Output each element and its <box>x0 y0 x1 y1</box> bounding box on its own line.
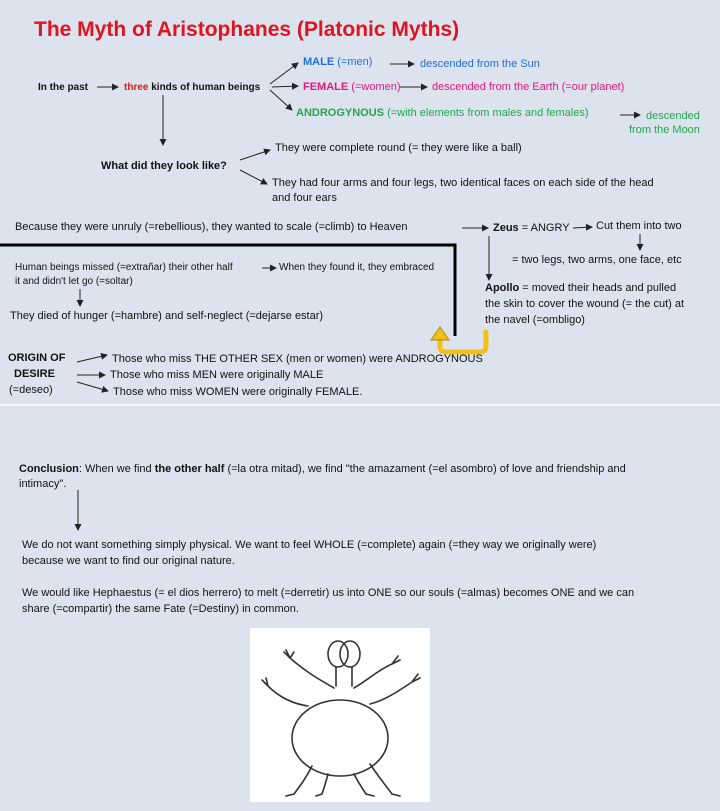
male-kind <box>303 56 372 68</box>
lower-left-arm <box>262 678 308 706</box>
arrow-to-androgynous <box>270 90 292 110</box>
origin-of-desire-note: (=deseo) <box>9 384 53 396</box>
black-border-frame <box>0 245 455 336</box>
androgynous-kind <box>296 107 589 119</box>
arrow-look-to-round <box>240 150 270 160</box>
conclusion-other-half: the other half <box>154 463 225 475</box>
right-face <box>340 641 360 667</box>
didnt-let-go-text: it and didn't let go (=soltar) <box>15 276 133 287</box>
female-label: FEMALE <box>303 81 349 93</box>
zeus-action: Cut them into two <box>596 220 682 232</box>
androgynous-origin-1: descended <box>646 110 700 122</box>
arrow-look-to-limbs <box>240 170 267 184</box>
origin-of-desire-title-2: DESIRE <box>14 368 55 380</box>
in-the-past-text <box>38 82 88 93</box>
upper-right-arm <box>354 656 400 688</box>
neck <box>336 667 352 686</box>
conclusion-text-a: : When we find <box>78 463 155 475</box>
female-note: (=women) <box>351 81 401 93</box>
desire-item-male: Those who miss MEN were originally MALE <box>110 369 324 381</box>
female-kind <box>303 81 401 93</box>
whole-line-1: We do not want something simply physical. We want to feel WHOLE (=complete) again (=they way we originally were) <box>22 539 597 551</box>
male-origin: descended from the Sun <box>420 58 540 70</box>
arrow-to-male <box>270 63 298 84</box>
apollo-line-1 <box>485 282 676 294</box>
arrow-desire-androgynous <box>77 355 107 362</box>
section-divider <box>0 404 720 406</box>
conclusion-text-b: (=la otra mitad), we find "the amazament (=el asombro) of love and friendship and <box>224 463 626 475</box>
hephaestus-line-1: We would like Hephaestus (= el dios herrero) to melt (=derretir) us into ONE so our souls (=almas) becomes ONE and we can <box>22 587 635 599</box>
round-human-drawing <box>250 628 430 802</box>
kinds-label: kinds of human beings <box>151 82 261 93</box>
look-question: What did they look like? <box>101 160 227 172</box>
apollo-text-1: = moved their heads and pulled <box>522 282 677 294</box>
apollo-label: Apollo <box>485 282 520 294</box>
conclusion-label: Conclusion <box>19 463 79 475</box>
look-answer-limbs-2: and four ears <box>272 192 337 204</box>
zeus-reaction: = ANGRY <box>521 222 570 234</box>
desire-item-female: Those who miss WOMEN were originally FEMALE. <box>113 386 363 398</box>
origin-of-desire-title-1: ORIGIN OF <box>8 352 66 364</box>
left-outer-leg <box>286 766 312 796</box>
arrow-to-female <box>272 86 298 87</box>
zeus-text <box>493 222 570 234</box>
androgynous-origin-2: from the Moon <box>629 124 700 136</box>
round-human-illustration <box>250 628 430 802</box>
apollo-line-2: the skin to cover the wound (= the cut) at <box>485 298 685 310</box>
kinds-of-beings-text <box>124 82 260 93</box>
in-the-past-label: In the past <box>38 82 89 93</box>
zeus-result: = two legs, two arms, one face, etc <box>512 254 682 266</box>
hephaestus-line-2: share (=compartir) the same Fate (=Destiny) in common. <box>22 603 299 615</box>
left-inner-leg <box>316 774 328 796</box>
arrow-zeus-to-cut <box>573 227 592 228</box>
lower-right-arm <box>370 674 420 704</box>
female-origin: descended from the Earth (=our planet) <box>432 81 625 93</box>
male-label: MALE <box>303 56 335 68</box>
zeus-label: Zeus <box>493 222 519 234</box>
curved-arrow-head <box>431 327 449 340</box>
round-body <box>292 700 388 776</box>
page-title: The Myth of Aristophanes (Platonic Myths) <box>34 18 460 41</box>
look-answer-limbs-1: They had four arms and four legs, two identical faces on each side of the head <box>272 177 654 189</box>
unruly-text: Because they were unruly (=rebellious), they wanted to scale (=climb) to Heaven <box>15 221 408 233</box>
look-answer-round: They were complete round (= they were like a ball) <box>275 142 522 154</box>
desire-item-androgynous: Those who miss THE OTHER SEX (men or women) were ANDROGYNOUS <box>112 353 483 365</box>
right-outer-leg <box>370 764 400 796</box>
conclusion-line-1 <box>19 463 626 475</box>
three-label: three <box>124 82 149 93</box>
upper-left-arm <box>284 650 334 688</box>
arrow-desire-female <box>77 382 108 391</box>
whole-line-2: because we want to find our original nature. <box>22 555 235 567</box>
apollo-line-3: the navel (=ombligo) <box>485 314 585 326</box>
missed-half-text: Human beings missed (=extrañar) their other half <box>15 262 233 273</box>
found-embraced-text: When they found it, they embraced <box>279 262 435 273</box>
male-note: (=men) <box>337 56 373 68</box>
left-face <box>328 641 348 667</box>
died-text: They died of hunger (=hambre) and self-neglect (=dejarse estar) <box>10 310 324 322</box>
right-inner-leg <box>354 774 374 796</box>
conclusion-line-2: intimacy". <box>19 478 67 490</box>
androgynous-label: ANDROGYNOUS <box>296 107 385 119</box>
curved-arrow-shaft <box>440 332 486 352</box>
androgynous-note: (=with elements from males and females) <box>387 107 589 119</box>
